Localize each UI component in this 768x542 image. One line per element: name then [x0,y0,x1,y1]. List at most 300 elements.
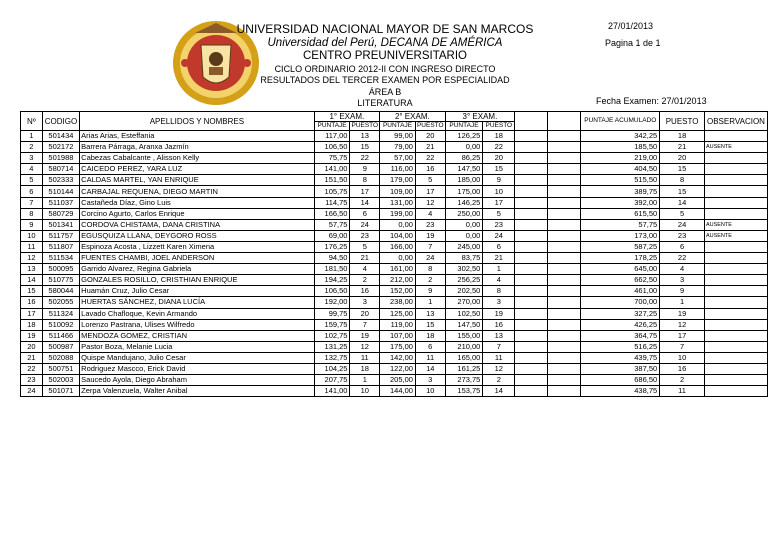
table-row [21,253,768,264]
row-score-3: 155,00 [445,330,483,341]
exam-date: Fecha Examen: 27/01/2013 [596,96,707,106]
row-score-2: 142,00 [380,352,416,363]
table-row [21,186,768,197]
row-rank-3: 22 [483,142,515,153]
row-rank-3: 11 [483,352,515,363]
row-empty-cell [548,208,581,219]
row-name: CARBAJAL REQUENA, DIEGO MARTIN [80,186,314,197]
row-empty-cell [515,375,548,386]
row-final-rank: 16 [660,363,705,374]
row-obs [704,264,767,275]
row-number: 20 [21,341,43,352]
row-name: Zerpa Valenzuela, Walter Anibal [80,386,314,397]
row-empty-cell [515,142,548,153]
row-rank-1: 8 [350,175,380,186]
row-empty-cell [548,164,581,175]
row-rank-1: 23 [350,230,380,241]
row-final-rank: 15 [660,186,705,197]
row-code: 502055 [42,297,79,308]
row-obs [704,319,767,330]
table-row [21,363,768,374]
table-row [21,264,768,275]
header-rank-2: PUESTO [416,122,444,129]
row-final-rank: 15 [660,164,705,175]
row-empty-cell [548,352,581,363]
row-name: Barrera Párraga, Aranxa Jazmín [80,142,314,153]
header-score-3: PUNTAJE [445,122,483,131]
row-code: 501341 [42,219,79,230]
row-score-2: 161,00 [380,264,416,275]
row-obs [704,208,767,219]
row-score-3: 153,75 [445,386,483,397]
table-row [21,308,768,319]
row-code: 500987 [42,341,79,352]
row-obs [704,275,767,286]
row-score-1: 69,00 [314,230,350,241]
row-rank-2: 11 [415,352,445,363]
row-empty-cell [548,286,581,297]
row-empty-cell [548,386,581,397]
row-number: 2 [21,142,43,153]
row-number: 18 [21,319,43,330]
row-rank-1: 6 [350,208,380,219]
row-score-2: 131,00 [380,197,416,208]
row-rank-2: 2 [415,275,445,286]
row-rank-2: 23 [415,219,445,230]
header-exam3: 3° EXAM. [445,112,515,122]
row-code: 502088 [42,352,79,363]
row-accum: 219,00 [581,153,660,164]
row-final-rank: 12 [660,319,705,330]
row-rank-2: 14 [415,363,445,374]
row-obs [704,153,767,164]
header-exam1: 1° EXAM. [314,112,379,122]
row-rank-3: 24 [483,230,515,241]
header-score-2: PUNTAJE [380,122,416,131]
row-empty-cell [548,219,581,230]
row-score-3: 245,00 [445,241,483,252]
row-empty-cell [515,330,548,341]
row-score-3: 175,00 [445,186,483,197]
row-rank-2: 12 [415,197,445,208]
row-obs [704,131,767,142]
row-accum: 185,50 [581,142,660,153]
row-final-rank: 10 [660,352,705,363]
row-empty-cell [548,131,581,142]
row-name: CAICEDO PEREZ, YARA LUZ [80,164,314,175]
row-rank-1: 15 [350,142,380,153]
table-row [21,319,768,330]
row-score-1: 131,25 [314,341,350,352]
row-score-3: 86,25 [445,153,483,164]
row-score-2: 119,00 [380,319,416,330]
row-accum: 57,75 [581,219,660,230]
row-score-2: 199,00 [380,208,416,219]
row-empty-cell [515,319,548,330]
row-score-3: 126,25 [445,131,483,142]
row-rank-1: 19 [350,330,380,341]
row-rank-2: 7 [415,241,445,252]
row-name: HUERTAS SÁNCHEZ, DIANA LUCÍA [80,297,314,308]
row-accum: 439,75 [581,352,660,363]
row-rank-1: 11 [350,352,380,363]
row-number: 5 [21,175,43,186]
row-name: Cabezas Cabalcante , Alisson Kelly [80,153,314,164]
row-final-rank: 18 [660,131,705,142]
row-empty-cell [515,164,548,175]
report-date: 27/01/2013 [608,21,654,31]
row-score-1: 141,00 [314,386,350,397]
row-empty-cell [548,175,581,186]
row-rank-3: 8 [483,286,515,297]
row-final-rank: 2 [660,375,705,386]
row-code: 511037 [42,197,79,208]
row-rank-2: 17 [415,186,445,197]
row-code: 502172 [42,142,79,153]
row-rank-3: 4 [483,275,515,286]
row-final-rank: 6 [660,241,705,252]
row-name: Castañeda Díaz, Gino Luis [80,197,314,208]
row-name: Rodriguez Mascco, Erick David [80,363,314,374]
row-rank-2: 15 [415,319,445,330]
row-score-3: 147,50 [445,319,483,330]
row-score-1: 75,75 [314,153,350,164]
row-accum: 364,75 [581,330,660,341]
row-rank-1: 20 [350,308,380,319]
row-rank-2: 6 [415,341,445,352]
row-code: 580729 [42,208,79,219]
row-accum: 515,50 [581,175,660,186]
row-rank-3: 1 [483,264,515,275]
row-rank-2: 13 [415,308,445,319]
table-row [21,341,768,352]
row-rank-2: 10 [415,386,445,397]
row-score-1: 194,25 [314,275,350,286]
row-score-2: 152,00 [380,286,416,297]
row-obs [704,175,767,186]
table-row [21,241,768,252]
row-name: FUENTES CHAMBI, JOEL ANDERSON [80,253,314,264]
specialty-title: LITERATURA [357,98,413,108]
row-score-3: 102,50 [445,308,483,319]
row-number: 16 [21,297,43,308]
row-number: 24 [21,386,43,397]
row-score-1: 106,50 [314,142,350,153]
row-empty-cell [515,363,548,374]
row-final-rank: 21 [660,142,705,153]
row-obs: AUSENTE [704,142,767,153]
row-obs [704,330,767,341]
row-final-rank: 22 [660,253,705,264]
row-accum: 662,50 [581,275,660,286]
row-obs [704,386,767,397]
table-row [21,275,768,286]
cycle-title: CICLO ORDINARIO 2012-II CON INGRESO DIRECTO [274,64,496,74]
row-empty-cell [515,208,548,219]
row-final-rank: 19 [660,308,705,319]
table-row [21,230,768,241]
row-rank-2: 21 [415,142,445,153]
row-rank-2: 1 [415,297,445,308]
row-accum: 173,00 [581,230,660,241]
row-obs [704,363,767,374]
row-code: 511534 [42,253,79,264]
row-rank-3: 10 [483,186,515,197]
row-name: GONZALES ROSILLO, CRISTHIAN ENRIQUE [80,275,314,286]
row-accum: 438,75 [581,386,660,397]
results-table [20,111,768,397]
row-score-2: 125,00 [380,308,416,319]
row-rank-1: 9 [350,164,380,175]
row-final-rank: 4 [660,264,705,275]
row-score-1: 94,50 [314,253,350,264]
row-number: 11 [21,241,43,252]
row-score-2: 166,00 [380,241,416,252]
row-score-3: 0,00 [445,230,483,241]
table-row [21,175,768,186]
row-obs: AUSENTE [704,230,767,241]
row-score-2: 175,00 [380,341,416,352]
row-final-rank: 23 [660,230,705,241]
row-name: EGUSQUIZA LLANA, DEYGORO ROSS [80,230,314,241]
header-obs: OBSERVACION [704,112,767,131]
table-row [21,208,768,219]
row-final-rank: 14 [660,197,705,208]
row-score-3: 202,50 [445,286,483,297]
row-final-rank: 3 [660,275,705,286]
row-accum: 342,25 [581,131,660,142]
row-final-rank: 1 [660,297,705,308]
row-score-2: 0,00 [380,219,416,230]
row-rank-3: 7 [483,341,515,352]
row-code: 580714 [42,164,79,175]
row-code: 501434 [42,131,79,142]
row-final-rank: 5 [660,208,705,219]
header-blank-1 [515,112,548,131]
row-empty-cell [515,297,548,308]
row-rank-1: 4 [350,264,380,275]
row-rank-2: 22 [415,153,445,164]
row-number: 12 [21,253,43,264]
row-empty-cell [548,230,581,241]
row-score-2: 109,00 [380,186,416,197]
row-obs [704,297,767,308]
row-score-3: 165,00 [445,352,483,363]
row-code: 510775 [42,275,79,286]
row-score-2: 238,00 [380,297,416,308]
row-code: 511807 [42,241,79,252]
row-number: 15 [21,286,43,297]
row-empty-cell [548,319,581,330]
table-row [21,352,768,363]
header-exam2: 2° EXAM. [380,112,445,122]
row-score-3: 83,75 [445,253,483,264]
row-code: 511324 [42,308,79,319]
row-code: 502333 [42,175,79,186]
row-number: 21 [21,352,43,363]
row-final-rank: 11 [660,386,705,397]
row-score-2: 0,00 [380,253,416,264]
row-number: 7 [21,197,43,208]
row-rank-3: 18 [483,131,515,142]
row-empty-cell [515,197,548,208]
university-name: UNIVERSIDAD NACIONAL MAYOR DE SAN MARCOS [236,22,534,36]
row-number: 3 [21,153,43,164]
results-title: RESULTADOS DEL TERCER EXAMEN POR ESPECIALIDAD [260,75,510,85]
row-score-1: 141,00 [314,164,350,175]
row-rank-3: 16 [483,319,515,330]
table-row [21,386,768,397]
row-rank-1: 21 [350,253,380,264]
row-name: Pastor Boza, Melanie Lucia [80,341,314,352]
row-empty-cell [548,197,581,208]
row-empty-cell [548,264,581,275]
row-score-3: 146,25 [445,197,483,208]
row-score-2: 144,00 [380,386,416,397]
row-rank-1: 13 [350,131,380,142]
row-empty-cell [548,330,581,341]
row-name: Lavado Chafloque, Kevin Armando [80,308,314,319]
row-empty-cell [515,352,548,363]
table-row [21,131,768,142]
row-rank-1: 1 [350,375,380,386]
row-number: 10 [21,230,43,241]
row-empty-cell [515,131,548,142]
header-rank-3: PUESTO [483,122,515,131]
row-rank-2: 24 [415,253,445,264]
row-score-2: 212,00 [380,275,416,286]
row-rank-3: 3 [483,297,515,308]
row-name: Huamán Cruz, Julio Cesar [80,286,314,297]
row-accum: 327,25 [581,308,660,319]
row-score-2: 79,00 [380,142,416,153]
row-empty-cell [548,363,581,374]
row-number: 13 [21,264,43,275]
row-empty-cell [548,275,581,286]
row-score-1: 99,75 [314,308,350,319]
row-rank-3: 6 [483,241,515,252]
row-number: 1 [21,131,43,142]
row-score-3: 0,00 [445,142,483,153]
table-row [21,297,768,308]
row-code: 500751 [42,363,79,374]
row-rank-1: 3 [350,297,380,308]
row-accum: 645,00 [581,264,660,275]
table-row [21,375,768,386]
row-empty-cell [515,153,548,164]
row-rank-3: 21 [483,253,515,264]
row-accum: 387,50 [581,363,660,374]
row-score-3: 0,00 [445,219,483,230]
row-empty-cell [548,341,581,352]
row-score-3: 256,25 [445,275,483,286]
row-score-3: 185,00 [445,175,483,186]
row-obs [704,286,767,297]
row-number: 14 [21,275,43,286]
row-obs [704,352,767,363]
row-rank-1: 16 [350,286,380,297]
row-empty-cell [515,175,548,186]
row-obs [704,241,767,252]
row-score-3: 161,25 [445,363,483,374]
row-obs [704,375,767,386]
row-rank-3: 9 [483,175,515,186]
row-score-3: 250,00 [445,208,483,219]
row-final-rank: 20 [660,153,705,164]
row-rank-3: 2 [483,375,515,386]
row-obs: AUSENTE [704,219,767,230]
row-score-2: 116,00 [380,164,416,175]
row-name: CORDOVA CHISTAMA, DANA CRISTINA [80,219,314,230]
row-rank-3: 5 [483,208,515,219]
row-score-2: 99,00 [380,131,416,142]
row-rank-2: 9 [415,286,445,297]
row-score-1: 104,25 [314,363,350,374]
row-rank-3: 19 [483,308,515,319]
row-final-rank: 8 [660,175,705,186]
row-number: 17 [21,308,43,319]
table-row [21,164,768,175]
row-empty-cell [515,253,548,264]
row-rank-1: 5 [350,241,380,252]
row-empty-cell [548,253,581,264]
table-row [21,219,768,230]
row-score-3: 147,50 [445,164,483,175]
row-accum: 392,00 [581,197,660,208]
row-obs [704,197,767,208]
row-number: 9 [21,219,43,230]
row-name: Lorenzo Pastrana, Ulises Wilfredo [80,319,314,330]
center-name: CENTRO PREUNIVERSITARIO [303,50,467,62]
row-score-1: 117,00 [314,131,350,142]
row-number: 6 [21,186,43,197]
row-score-1: 166,50 [314,208,350,219]
row-empty-cell [548,375,581,386]
row-empty-cell [548,241,581,252]
row-rank-2: 20 [415,131,445,142]
row-empty-cell [515,241,548,252]
row-rank-1: 24 [350,219,380,230]
row-rank-3: 13 [483,330,515,341]
row-score-1: 102,75 [314,330,350,341]
row-empty-cell [515,264,548,275]
row-accum: 686,50 [581,375,660,386]
row-rank-2: 5 [415,175,445,186]
row-empty-cell [515,275,548,286]
row-score-2: 57,00 [380,153,416,164]
row-rank-2: 19 [415,230,445,241]
row-rank-3: 23 [483,219,515,230]
row-score-2: 104,00 [380,230,416,241]
row-name: Corcino Agurto, Carlos Enrique [80,208,314,219]
row-accum: 178,25 [581,253,660,264]
header-rank-1: PUESTO [351,122,379,129]
row-number: 23 [21,375,43,386]
row-accum: 404,50 [581,164,660,175]
row-empty-cell [548,186,581,197]
row-score-1: 192,00 [314,297,350,308]
row-accum: 516,25 [581,341,660,352]
university-subtitle: Universidad del Perú, DECANA DE AMÉRICA [267,37,503,49]
row-name: Arias Arias, Esteffania [80,131,314,142]
row-score-1: 181,50 [314,264,350,275]
row-obs [704,164,767,175]
row-name: Saucedo Ayola, Diego Abraham [80,375,314,386]
page-number: Pagina 1 de 1 [605,38,661,48]
row-score-3: 270,00 [445,297,483,308]
row-obs [704,341,767,352]
row-rank-2: 4 [415,208,445,219]
